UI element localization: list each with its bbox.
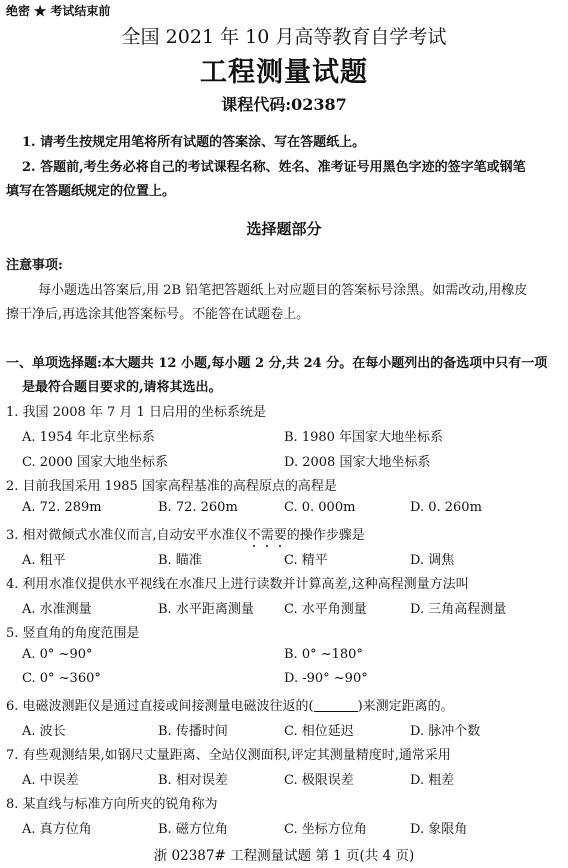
section-title: 选择题部分	[246, 220, 322, 238]
question-8-option-a: A. 真方位角	[22, 822, 92, 837]
question-3-option-d: D. 调焦	[410, 553, 455, 568]
emphasis-char: 需	[260, 528, 274, 543]
emphasis-char: 不	[247, 528, 261, 543]
question-3-stem-post: 的操作步骤是	[286, 528, 365, 543]
question-4-option-d: D. 三角高程测量	[410, 602, 507, 617]
question-1-option-d: D. 2008 国家大地坐标系	[284, 455, 431, 470]
question-7-option-a: A. 中误差	[22, 773, 79, 788]
question-3-option-c: C. 精平	[284, 553, 328, 568]
question-6-option-a: A. 波长	[22, 724, 66, 739]
instruction-2a: 2. 答题前,考生务必将自己的考试课程名称、姓名、准考证号用黑色字迹的签字笔或钢笔	[22, 160, 526, 175]
question-6-option-d: D. 脉冲个数	[410, 724, 481, 739]
question-1-option-a: A. 1954 年北京坐标系	[22, 430, 155, 445]
question-2-option-b: B. 72. 260m	[158, 500, 238, 515]
part1-heading-1: 一、单项选择题:本大题共 12 小题,每小题 2 分,共 24 分。在每小题列出的备选项中只有一项	[6, 356, 548, 371]
question-6-stem-pre: 6. 电磁波测距仪是通过直接或间接测量电磁波往返的(	[6, 699, 314, 714]
page-footer: 浙 02387# 工程测量试题 第 1 页(共 4 页)	[153, 848, 415, 864]
question-5-option-b: B. 0° ~180°	[284, 647, 363, 662]
notes-label: 注意事项:	[6, 258, 63, 273]
question-6-stem-post: )来测定距离的。	[357, 699, 454, 714]
notes-line-1: 每小题选出答案后,用 2B 铅笔把答题纸上对应题目的答案标号涂黑。如需改动,用橡皮	[38, 283, 528, 298]
question-4-option-b: B. 水平距离测量	[158, 602, 254, 617]
course-code: 课程代码:02387	[221, 95, 347, 114]
question-7-stem: 7. 有些观测结果,如钢尺丈量距离、全站仪测面积,评定其测量精度时,通常采用	[6, 748, 451, 763]
question-6-stem	[6, 695, 454, 714]
paper-title: 工程测量试题	[200, 57, 368, 88]
question-4-option-a: A. 水准测量	[22, 602, 92, 617]
question-5-option-c: C. 0° ~360°	[22, 671, 101, 686]
question-2-option-c: C. 0. 000m	[284, 500, 356, 515]
emphasis-char: 要	[273, 528, 287, 543]
question-2-option-a: A. 72. 289m	[22, 500, 102, 515]
question-1-stem: 1. 我国 2008 年 7 月 1 日启用的坐标系统是	[6, 405, 266, 420]
question-7-option-c: C. 极限误差	[284, 773, 354, 788]
question-8-option-c: C. 坐标方位角	[284, 822, 367, 837]
instruction-1: 1. 请考生按规定用笔将所有试题的答案涂、写在答题纸上。	[22, 135, 366, 150]
question-6-option-c: C. 相位延迟	[284, 724, 354, 739]
question-7-option-b: B. 相对误差	[158, 773, 228, 788]
notes-line-2: 擦干净后,再选涂其他答案标号。不能答在试题卷上。	[6, 307, 310, 322]
exam-name: 全国 2021 年 10 月高等教育自学考试	[121, 26, 447, 48]
question-3-option-b: B. 瞄准	[158, 553, 202, 568]
confidential-label: 绝密 ★ 考试结束前	[6, 4, 111, 18]
question-2-stem: 2. 目前我国采用 1985 国家高程基准的高程原点的高程是	[6, 479, 337, 494]
question-8-option-d: D. 象限角	[410, 822, 468, 837]
question-3-stem	[6, 524, 365, 543]
question-6-option-b: B. 传播时间	[158, 724, 228, 739]
question-8-stem: 8. 某直线与标准方向所夹的锐角称为	[6, 797, 218, 812]
question-4-stem: 4. 利用水准仪提供水平视线在水准尺上进行读数并计算高差,这种高程测量方法叫	[6, 577, 469, 592]
part1-heading-2: 是最符合题目要求的,请将其选出。	[22, 380, 222, 395]
question-7-option-d: D. 粗差	[410, 773, 455, 788]
question-2-option-d: D. 0. 260m	[410, 500, 482, 515]
question-5-stem: 5. 竖直角的角度范围是	[6, 626, 140, 641]
question-3-option-a: A. 粗平	[22, 553, 66, 568]
question-3-stem-pre: 3. 相对微倾式水准仪而言,自动安平水准仪	[6, 528, 248, 543]
question-5-option-d: D. -90° ~90°	[284, 671, 368, 686]
question-1-option-c: C. 2000 国家大地坐标系	[22, 455, 168, 470]
answer-blank	[314, 699, 358, 712]
question-5-option-a: A. 0° ~90°	[22, 647, 93, 662]
question-8-option-b: B. 磁方位角	[158, 822, 228, 837]
instruction-2b: 填写在答题纸规定的位置上。	[6, 184, 176, 199]
question-1-option-b: B. 1980 年国家大地坐标系	[284, 430, 444, 445]
question-4-option-c: C. 水平角测量	[284, 602, 367, 617]
